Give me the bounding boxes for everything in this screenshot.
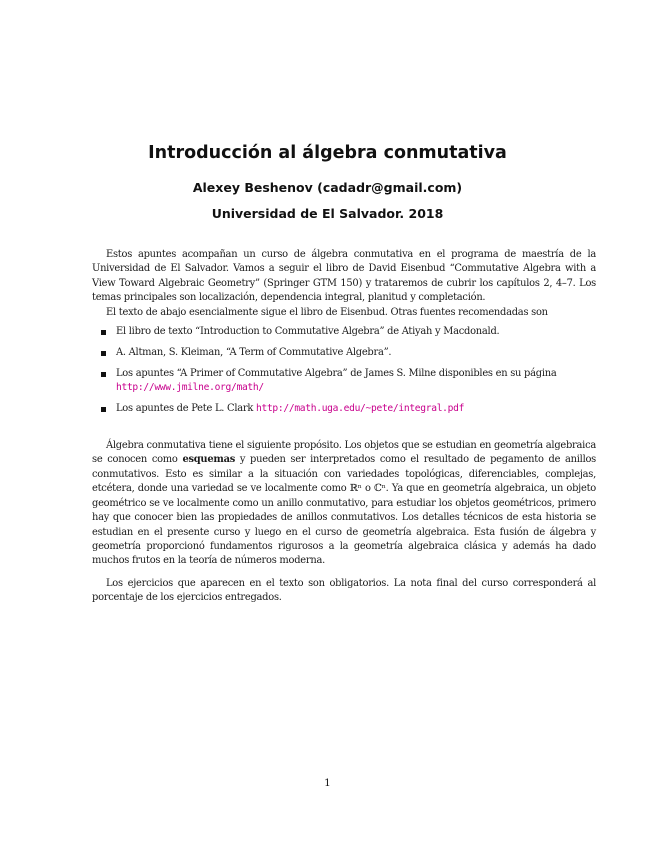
reference-text: Los apuntes “A Primer of Commutative Algebra” de James S. Milne disponibles en su página (116, 367, 557, 379)
milne-link[interactable]: http://www.jmilne.org/math/ (116, 382, 264, 394)
intro-paragraph-2: El texto de abajo esencialmente sigue el libro de Eisenbud. Otras fuentes recomendadas son (106, 306, 548, 318)
purpose-emphasis: esquemas (182, 454, 236, 466)
affiliation-line: Universidad de El Salvador. 2018 (211, 206, 444, 221)
list-item (116, 367, 596, 396)
list-item (116, 325, 596, 339)
page-number: 1 (324, 777, 331, 789)
section-gap (92, 569, 596, 577)
intro-paragraph-1: Estos apuntes acompañan un curso de álgebra conmutativa en el programa de maestría de la Universidad de El Salvador. Vamos a seguir el libro de David Eisenbud “Commutative Algebra with a View Toward Algebraic Geometry” (Springer GTM 150) y trataremos de cubrir los capítulos 2, 4–7. Los temas principales son localización, dependencia integral, planitud y completación. (92, 249, 596, 304)
reference-list (92, 325, 596, 417)
purpose-text-end: y pueden ser interpretados como el resultado de pegamento de anillos conmutativos. Esto es similar a la situación con variedades topológicas, diferenciables, complejas, etcétera, donde una variedad se ve localmente como ℝⁿ o ℂⁿ. Ya que en geometría algebraica, un objeto geométrico se ve localmente como un anillo conmutativo, para estudiar los objetos geométricos, primero hay que conocer bien las propiedades de anillos conmutativos. Los detalles técnicos de esta historia se estudian en el presente curso y luego en el curso de geometría algebraica. Esta fusión de álgebra y geometría proporcionó fundamentos rigurosos a la geometría algebraica clásica y además ha dado muchos frutos en la teoría de números moderna. (92, 454, 596, 567)
list-item (116, 346, 596, 360)
exercises-paragraph: Los ejercicios que aparecen en el texto son obligatorios. La nota final del curso corresponderá al porcentaje de los ejercicios entregados. (92, 577, 596, 604)
purpose-text-start: Álgebra conmutativa tiene el siguiente propósito. Los objetos que se estudian en geometría algebraica se conocen como (92, 440, 596, 466)
document-body (92, 248, 596, 606)
reference-text: El libro de texto “Introduction to Commutative Algebra” de Atiyah y Macdonald. (116, 326, 500, 338)
author-line: Alexey Beshenov (cadadr@gmail.com) (192, 180, 463, 195)
purpose-paragraph (92, 439, 596, 569)
document-title: Introducción al álgebra conmutativa (148, 143, 507, 163)
reference-text: A. Altman, S. Kleiman, “A Term of Commutative Algebra”. (116, 346, 392, 358)
list-item (116, 402, 596, 416)
reference-text: Los apuntes de Pete L. Clark (116, 403, 254, 415)
section-gap (92, 423, 596, 439)
clark-link[interactable]: http://math.uga.edu/~pete/integral.pdf (256, 403, 465, 415)
